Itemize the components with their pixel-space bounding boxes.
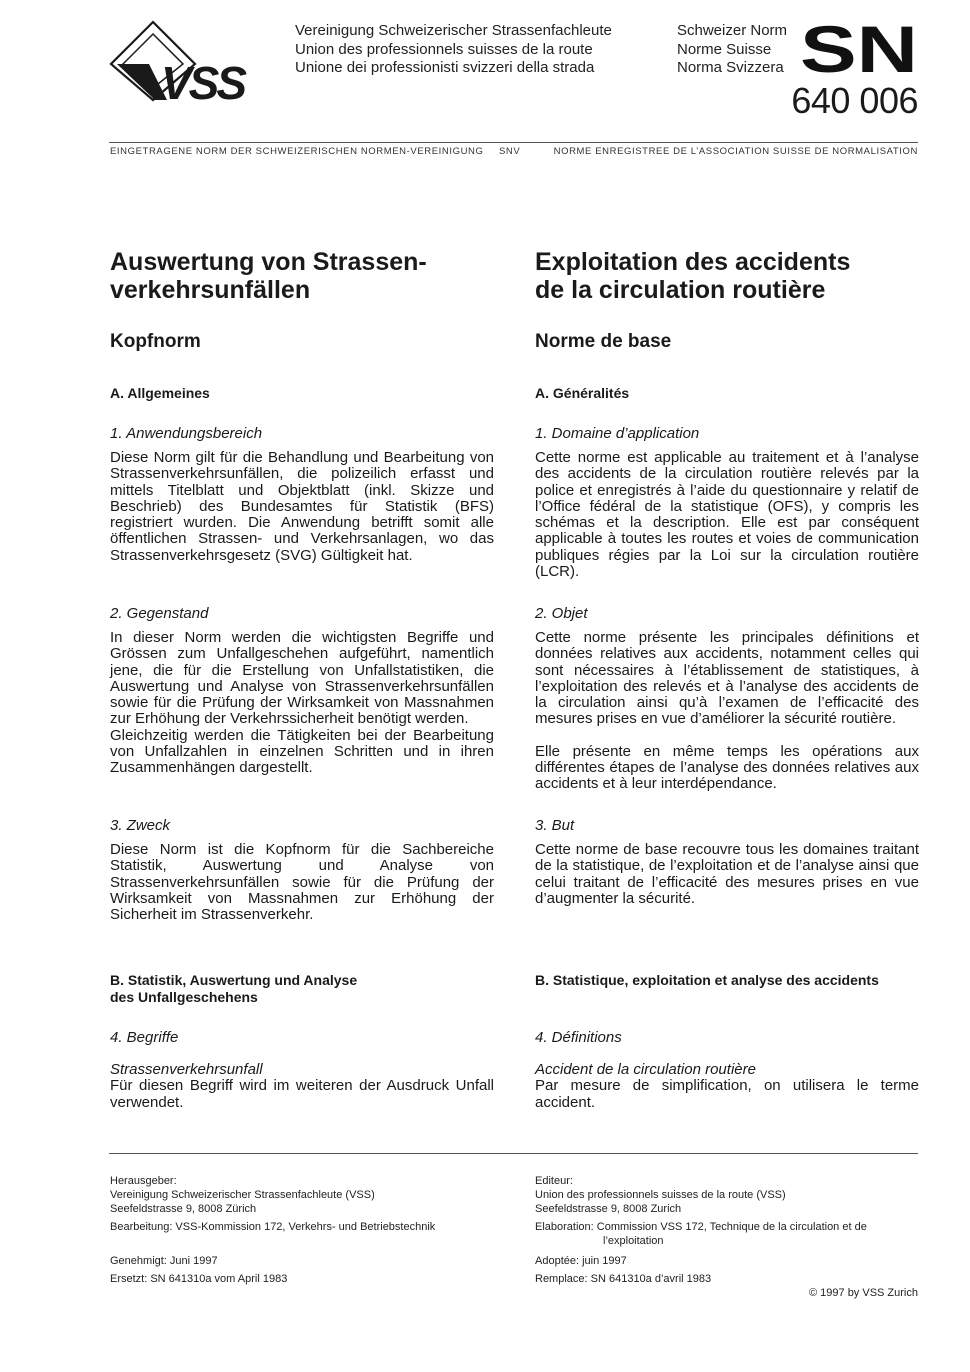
section-2-heading-de: 2. Gegenstand: [110, 605, 209, 622]
norm-type-de: Schweizer Norm: [677, 22, 788, 39]
section-2-text-fr: [535, 630, 919, 793]
document-title-de: Auswertung von Strassen- verkehrsunfällen: [110, 248, 427, 304]
vss-logo: [109, 20, 289, 102]
header-divider: [109, 142, 918, 143]
section-1-heading-de: 1. Anwendungsbereich: [110, 425, 263, 442]
norm-type-it: Norma Svizzera: [677, 59, 784, 76]
section-2-paragraph-2-fr: Elle présente en même temps les opérations aux différentes étapes de l’analyse des données relatives aux accidents et à leur interdépendance.: [535, 742, 919, 793]
association-name-it: Unione dei professionisti svizzeri della strada: [295, 59, 595, 76]
footer-publisher-de: [110, 1174, 494, 1216]
section-b-heading-de: B. Statistik, Auswertung und Analyse des Unfallgeschehens: [110, 972, 358, 1005]
section-3-heading-de: 3. Zweck: [110, 817, 171, 834]
association-name-fr: Union des professionnels suisses de la route: [295, 40, 593, 58]
copyright: © 1997 by VSS Zurich: [809, 1287, 918, 1299]
title-fr: [535, 248, 919, 304]
section-2-paragraph-1-fr: Cette norme présente les principales définitions et données relatives aux accidents, notamment celles qui sont nécessaires à l’établissement de statistiques, à l’exploitation des relevés et à l’analyse des accidents de la circulation ainsi qu’à l’examen de l’efficacité des mesures prises en vue d’améliorer la sécurité routière.: [535, 629, 919, 728]
vss-logo-text: VSS: [161, 57, 245, 102]
footer-divider: [109, 1153, 918, 1154]
section-a-heading-fr: A. Généralités: [535, 385, 630, 401]
section-3-text-fr: Cette norme de base recouvre tous les domaines traitant de la statistique, de l’exploitation et de l’analyse ainsi que celui traitant de l’efficacité des mesures prises en vue d’augmenter la sécurité.: [535, 841, 919, 907]
footer-publisher-fr: [535, 1174, 919, 1216]
definition-de: [110, 1062, 494, 1111]
association-names: [295, 22, 612, 78]
term-fr: Accident de la circulation routière: [535, 1061, 756, 1078]
definition-fr: [535, 1062, 919, 1111]
section-1-heading-fr: 1. Domaine d’application: [535, 425, 700, 442]
association-name-de: Vereinigung Schweizerischer Strassenfachleute: [295, 22, 612, 39]
section-2-paragraph-1-de: In dieser Norm werden die wichtigsten Begriffe und Grössen zum Unfallgeschehen aufgeführt, namentlich jene, die für die Erstellung von Unfallstatistiken, die Auswertung und Analyse von Strassenverkehrsunfällen sowie für die Prüfung der Wirksamkeit von Massnahmen zur Erhöhung der Verkehrssicherheit benötigt werden.: [110, 629, 494, 728]
publisher-name-de: Vereinigung Schweizerischer Strassenfachleute (VSS): [110, 1189, 375, 1201]
section-3-heading-fr: 3. But: [535, 817, 575, 834]
section-4-heading-fr: 4. Définitions: [535, 1029, 622, 1046]
title-de: [110, 248, 494, 304]
replaces-de: Ersetzt: SN 641310a vom April 1983: [110, 1273, 288, 1285]
editing-de: Bearbeitung: VSS-Kommission 172, Verkehrs- und Betriebstechnik: [110, 1221, 436, 1233]
approved-de: Genehmigt: Juni 1997: [110, 1255, 218, 1267]
term-text-fr: Par mesure de simplification, on utilisera le terme accident.: [535, 1077, 919, 1111]
section-1-text-de: Diese Norm gilt für die Behandlung und Bearbeitung von Strassenverkehrsunfällen, die polizeilich erfasst und mittels Titelblatt und Objektblatt (inkl. Skizze und Beschrieb) des Bundesamtes für Statistik (BFS) registriert wurden. Die Anwendung betrifft somit alle öffentlichen Strassen- und Verkehrsanlagen, wo das Strassenverkehrsgesetz (SVG) Gültigkeit hat.: [110, 449, 494, 564]
adopted-fr: Adoptée: juin 1997: [535, 1255, 627, 1267]
subtitle-fr: Norme de base: [535, 331, 672, 352]
publisher-label-fr: Editeur:: [535, 1175, 573, 1187]
section-a-heading-de: A. Allgemeines: [110, 385, 210, 401]
elaboration-fr: [535, 1220, 919, 1248]
section-2-paragraph-2-de: Gleichzeitig werden die Tätigkeiten bei der Bearbeitung von Unfallzahlen in einzelnen Schritten und in ihren Zusammenhängen dargestellt.: [110, 726, 494, 777]
norm-type-labels: [677, 22, 787, 78]
term-text-de: Für diesen Begriff wird im weiteren der Ausdruck Unfall verwendet.: [110, 1077, 494, 1111]
section-2-heading-fr: 2. Objet: [535, 605, 588, 622]
registry-text-fr: NORME ENREGISTREE DE L’ASSOCIATION SUISSE DE NORMALISATION: [553, 146, 918, 157]
term-de: Strassenverkehrsunfall: [110, 1061, 263, 1078]
norm-number: 640 006: [791, 80, 918, 121]
sn-logo-text: SN: [800, 22, 918, 74]
section-1-text-fr: Cette norme est applicable au traitement et à l’analyse des accidents de la circulation routière relevés par la police et enregistrés à l’aide du questionnaire y relatif de l’Office fédéral de la statistique (OFS), y compris les schémas et la description. Elle est par conséquent applicable à toutes les routes et voies de communication publiques régies par la Loi sur la circulation routière (LCR).: [535, 449, 919, 581]
publisher-name-fr: Union des professionnels suisses de la route (VSS): [535, 1189, 786, 1201]
elaboration-line-2-fr: l’exploitation: [603, 1235, 664, 1247]
document-title-fr: Exploitation des accidents de la circulation routière: [535, 248, 851, 304]
section-3-text-de: Diese Norm ist die Kopfnorm für die Sachbereiche Statistik, Auswertung und Analyse von Strassenverkehrsunfällen sowie für die Prüfung der Wirksamkeit von Massnahmen zur Erhöhung der Sicherheit im Strassenverkehr.: [110, 841, 494, 924]
publisher-label-de: Herausgeber:: [110, 1175, 177, 1187]
registry-text-de: EINGETRAGENE NORM DER SCHWEIZERISCHEN NORMEN-VEREINIGUNG: [110, 146, 484, 157]
registry-snv: SNV: [499, 146, 521, 157]
norm-type-fr: Norme Suisse: [677, 40, 772, 58]
publisher-address-fr: Seefeldstrasse 9, 8008 Zurich: [535, 1203, 682, 1215]
section-b-heading-fr: B. Statistique, exploitation et analyse des accidents: [535, 972, 879, 988]
subtitle-de: Kopfnorm: [110, 331, 201, 352]
publisher-address-de: Seefeldstrasse 9, 8008 Zürich: [110, 1203, 257, 1215]
replaces-fr: Remplace: SN 641310a d’avril 1983: [535, 1273, 712, 1285]
elaboration-line-1-fr: Elaboration: Commission VSS 172, Technique de la circulation et de: [535, 1221, 867, 1233]
section-4-heading-de: 4. Begriffe: [110, 1029, 179, 1046]
section-2-text-de: [110, 630, 494, 777]
sn-logo: [800, 22, 920, 74]
